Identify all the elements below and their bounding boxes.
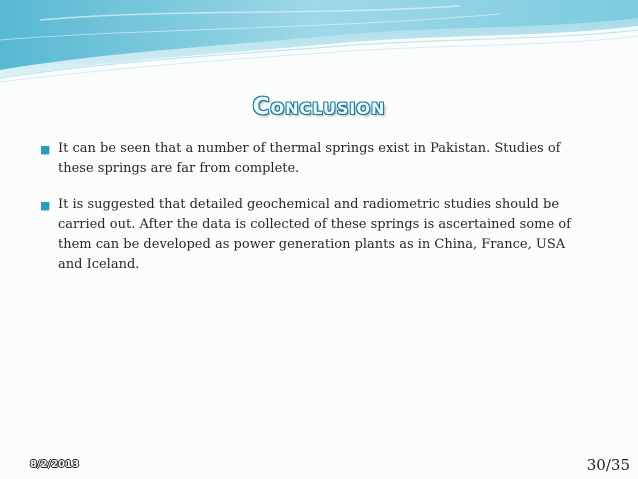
square-bullet-icon: ■ [40, 143, 51, 156]
header-wave-decoration [0, 0, 638, 90]
bullet-item [40, 139, 585, 179]
slide-title: Conclusion [252, 94, 386, 120]
square-bullet-icon: ■ [40, 199, 51, 212]
bullet-list [40, 139, 585, 291]
bullet-item [40, 195, 585, 275]
page-number: 30/35 [586, 456, 630, 474]
bullet-text: It is suggested that detailed geochemical and radiometric studies should be carried out. After the data is collected of these springs is ascertained some of them can be developed as power generation plants as in China, France, USA and Iceland. [58, 197, 571, 272]
footer-date: 8/2/2013 [30, 459, 80, 470]
bullet-text: It can be seen that a number of thermal springs exist in Pakistan. Studies of these springs are far from complete. [58, 141, 561, 176]
